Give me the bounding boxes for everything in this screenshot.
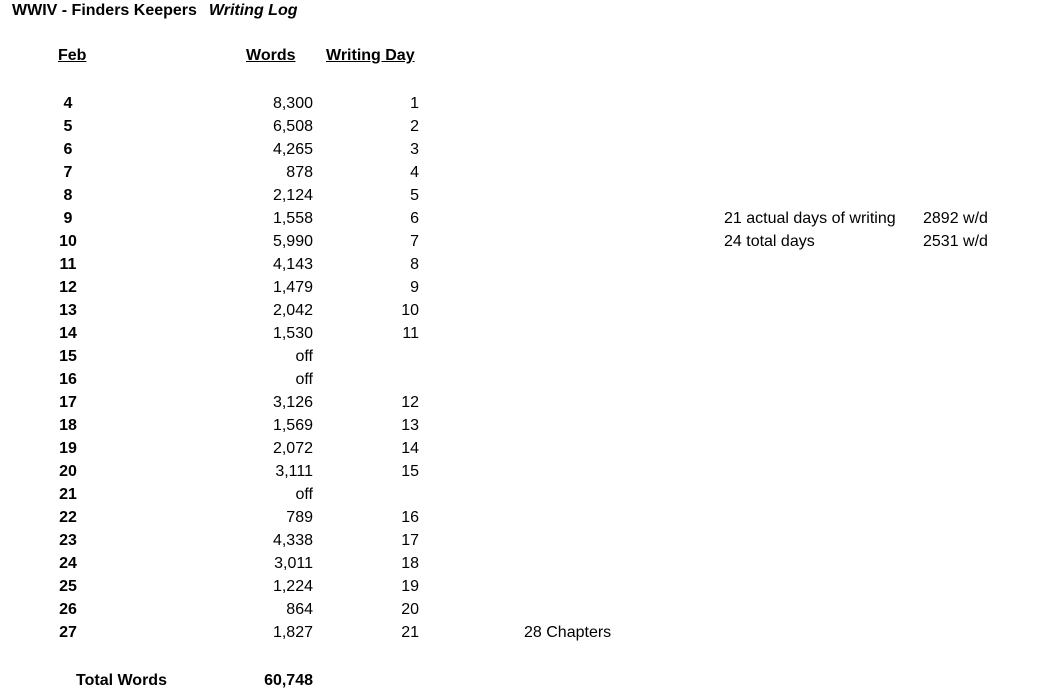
writing-day-cell: 10	[401, 302, 419, 319]
words-cell: 1,827	[272, 624, 313, 641]
words-cell: 1,530	[272, 325, 313, 342]
words-cell: 4,338	[272, 532, 313, 549]
note-cell: 28 Chapters	[524, 624, 612, 641]
writing-day-cell: 1	[410, 95, 419, 112]
day-cell: 22	[59, 509, 77, 526]
words-cell: 4,143	[272, 256, 313, 273]
words-cell: off	[295, 486, 313, 503]
table-row	[0, 345, 1045, 368]
writing-day-cell: 14	[401, 440, 419, 457]
words-cell: 2,124	[272, 187, 313, 204]
table-row	[0, 253, 1045, 276]
writing-day-cell: 7	[410, 233, 419, 250]
day-cell: 21	[59, 486, 77, 503]
writing-day-cell: 5	[410, 187, 419, 204]
day-cell: 19	[59, 440, 77, 457]
words-cell: 878	[286, 164, 313, 181]
words-cell: 1,479	[272, 279, 313, 296]
words-cell: off	[295, 348, 313, 365]
day-cell: 11	[59, 256, 77, 273]
writing-day-cell: 3	[410, 141, 419, 158]
words-cell: 2,072	[272, 440, 313, 457]
table-row	[0, 621, 1045, 644]
words-cell: 1,558	[272, 210, 313, 227]
table-row	[0, 184, 1045, 207]
table-row	[0, 368, 1045, 391]
day-cell: 20	[59, 463, 77, 480]
writing-day-cell: 8	[410, 256, 419, 273]
table-row	[0, 138, 1045, 161]
day-cell: 23	[59, 532, 77, 549]
words-cell: 8,300	[272, 95, 313, 112]
table-row	[0, 414, 1045, 437]
table-row	[0, 161, 1045, 184]
day-cell: 13	[59, 302, 77, 319]
table-row	[0, 506, 1045, 529]
words-cell: off	[295, 371, 313, 388]
title-main: WWIV - Finders Keepers	[12, 2, 197, 19]
table-row	[0, 460, 1045, 483]
table-row	[0, 276, 1045, 299]
table-row	[0, 299, 1045, 322]
words-cell: 3,111	[275, 463, 313, 480]
total-words-label: Total Words	[76, 672, 167, 689]
writing-day-cell: 21	[401, 624, 419, 641]
day-cell: 5	[63, 118, 73, 135]
sheet-title	[12, 2, 298, 20]
writing-day-cell: 17	[401, 532, 419, 549]
day-cell: 10	[59, 233, 77, 250]
day-cell: 24	[59, 555, 77, 572]
stat-value: 2531 w/d	[923, 233, 988, 250]
writing-day-cell: 2	[410, 118, 419, 135]
stat-label: 21 actual days of writing	[724, 210, 896, 227]
day-cell: 16	[59, 371, 77, 388]
table-row	[0, 437, 1045, 460]
day-cell: 14	[59, 325, 77, 342]
writing-day-cell: 12	[401, 394, 419, 411]
table-row	[0, 92, 1045, 115]
words-cell: 1,224	[272, 578, 313, 595]
writing-day-cell: 18	[401, 555, 419, 572]
words-cell: 3,011	[274, 555, 313, 572]
header-month: Feb	[58, 47, 87, 64]
writing-day-cell: 6	[410, 210, 419, 227]
words-cell: 5,990	[272, 233, 313, 250]
writing-day-cell: 16	[401, 509, 419, 526]
day-cell: 17	[59, 394, 77, 411]
words-cell: 3,126	[272, 394, 313, 411]
words-cell: 1,569	[272, 417, 313, 434]
table-row	[0, 230, 1045, 253]
words-cell: 6,508	[272, 118, 313, 135]
words-cell: 4,265	[272, 141, 313, 158]
title-sub: Writing Log	[208, 2, 298, 19]
day-cell: 18	[59, 417, 77, 434]
table-row	[0, 115, 1045, 138]
day-cell: 15	[59, 348, 77, 365]
writing-day-cell: 13	[401, 417, 419, 434]
table-row	[0, 391, 1045, 414]
header-writing-day: Writing Day	[326, 47, 415, 64]
header-words: Words	[246, 47, 296, 64]
writing-day-cell: 19	[401, 578, 419, 595]
table-row	[0, 483, 1045, 506]
stat-label: 24 total days	[724, 233, 815, 250]
day-cell: 4	[63, 95, 73, 112]
writing-day-cell: 20	[401, 601, 419, 618]
table-row	[0, 598, 1045, 621]
writing-day-cell: 9	[410, 279, 419, 296]
table-row	[0, 529, 1045, 552]
table-row	[0, 552, 1045, 575]
day-cell: 25	[59, 578, 77, 595]
writing-day-cell: 11	[402, 325, 419, 342]
words-cell: 789	[286, 509, 313, 526]
writing-day-cell: 4	[410, 164, 419, 181]
table-row	[0, 322, 1045, 345]
words-cell: 2,042	[272, 302, 313, 319]
log-table	[0, 92, 1045, 644]
day-cell: 8	[63, 187, 73, 204]
day-cell: 27	[59, 624, 77, 641]
total-words-value: 60,748	[264, 672, 313, 689]
stat-value: 2892 w/d	[923, 210, 988, 227]
day-cell: 12	[59, 279, 77, 296]
table-row	[0, 575, 1045, 598]
words-cell: 864	[286, 601, 313, 618]
writing-day-cell: 15	[401, 463, 419, 480]
day-cell: 26	[59, 601, 77, 618]
day-cell: 9	[63, 210, 73, 227]
day-cell: 7	[63, 164, 73, 181]
day-cell: 6	[63, 141, 73, 158]
